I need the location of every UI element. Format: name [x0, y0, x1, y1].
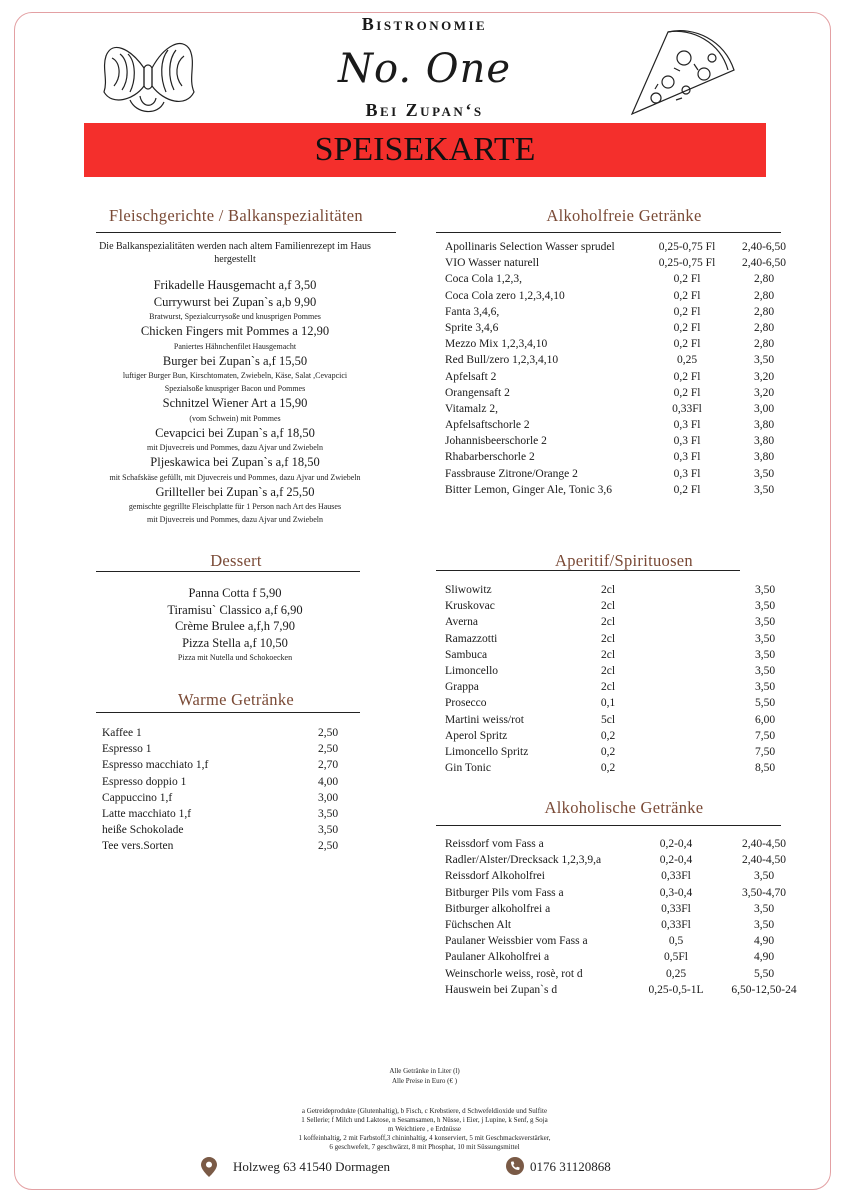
table-row	[445, 616, 805, 632]
item-name: Limoncello Spritz	[445, 745, 529, 758]
item-name: Apfelsaft 2	[445, 370, 497, 383]
item-price: 3,00	[753, 402, 775, 415]
item-name: Vitamalz 2,	[445, 402, 498, 415]
allergen-line: a Getreideprodukte (Glutenhaltig), b Fisch, c Krebstiere, d Schwefeldioxide und Sulfite	[301, 1107, 548, 1115]
table-row	[445, 371, 805, 387]
table-row	[445, 838, 825, 854]
item-price: 2,80	[753, 338, 775, 351]
item-price: 2,80	[753, 305, 775, 318]
item-price: 3,50	[753, 483, 775, 496]
table-row	[445, 681, 805, 697]
table-row	[445, 649, 805, 665]
table-row	[445, 257, 805, 273]
item-price: 2,80	[753, 289, 775, 302]
allergen-line: 1 Sellerie; f Milch und Laktose, n Sesamsamen, h Nüsse, i Eier, j Lupine, k Senf, g Soja	[301, 1116, 548, 1124]
table-row	[445, 290, 805, 306]
item-size: 0,2	[600, 745, 616, 758]
item-price: 7,50	[754, 745, 776, 758]
menu-item: Chicken Fingers mit Pommes a 12,90	[140, 324, 330, 338]
item-size: 0,2 Fl	[673, 289, 701, 302]
table-row	[445, 854, 825, 870]
section-title-alkoholisch: Alkoholische Getränke	[544, 798, 704, 817]
item-name: Fassbrause Zitrone/Orange 2	[445, 467, 578, 480]
item-size: 5cl	[600, 713, 616, 726]
menu-item: Pizza Stella a,f 10,50	[182, 635, 288, 650]
table-row	[445, 935, 825, 951]
table-row	[445, 322, 805, 338]
item-price: 2,40-4,50	[741, 838, 787, 850]
brand-name-bottom: Bei Zupan‘s	[365, 100, 484, 120]
table-row	[445, 241, 805, 257]
item-name: Weinschorle weiss, rosè, rot d	[445, 967, 583, 980]
item-price: 3,50	[754, 632, 776, 645]
item-name: Sliwowitz	[445, 584, 492, 596]
divider	[436, 232, 781, 233]
item-name: Paulaner Weissbier vom Fass a	[445, 935, 588, 948]
table-row	[445, 730, 805, 746]
item-price: 4,90	[753, 951, 775, 964]
item-price: 3,50	[753, 918, 775, 931]
item-size: 0,3 Fl	[673, 419, 701, 432]
item-name: Prosecco	[445, 697, 487, 710]
table-row	[445, 633, 805, 649]
item-name: Averna	[445, 616, 478, 629]
item-name: Apollinaris Selection Wasser sprudel	[445, 241, 615, 253]
item-size: 0,2-0,4	[659, 854, 693, 867]
item-name: Bitburger alkoholfrei a	[445, 902, 551, 915]
item-size: 0,25-0,75 Fl	[658, 257, 716, 270]
menu-item: Panna Cotta f 5,90	[188, 586, 282, 600]
item-name: Radler/Alster/Drecksack 1,2,3,9,a	[445, 854, 602, 867]
item-price: 3,20	[753, 370, 775, 383]
table-row	[102, 840, 362, 856]
item-size: 0,2 Fl	[673, 338, 701, 351]
location-pin-icon	[201, 1157, 217, 1177]
table-row	[445, 306, 805, 322]
item-size: 0,3-0,4	[659, 886, 693, 899]
divider	[96, 571, 360, 572]
item-name: Bitter Lemon, Ginger Ale, Tonic 3,6	[445, 483, 612, 496]
item-size: 0,1	[600, 697, 616, 710]
item-name: Johannisbeerschorle 2	[445, 435, 547, 448]
item-price: 2,40-6,50	[741, 241, 787, 253]
item-name: Coca Cola zero 1,2,3,4,10	[445, 289, 565, 302]
item-price: 3,80	[753, 451, 775, 464]
table-row	[445, 870, 825, 886]
item-price: 8,50	[754, 762, 776, 775]
item-price: 2,40-4,50	[741, 854, 787, 867]
menu-item: Cevapcici bei Zupan`s a,f 18,50	[155, 425, 315, 440]
item-size: 0,33Fl	[672, 402, 702, 415]
table-row	[445, 951, 825, 967]
brand-logo-script: No. One	[337, 46, 512, 92]
item-name: Aperol Spritz	[445, 729, 508, 742]
item-size: 2cl	[600, 681, 616, 694]
item-size: 0,5	[668, 935, 684, 948]
fleisch-list	[60, 277, 410, 526]
warm-drinks-table	[102, 727, 362, 857]
item-price: 7,50	[754, 729, 776, 742]
table-row	[445, 484, 805, 500]
item-name: Mezzo Mix 1,2,3,4,10	[445, 338, 548, 351]
item-price: 3,50	[754, 648, 776, 661]
item-price: 2,80	[753, 321, 775, 334]
menu-item-description: Paniertes Hähnchenfilet Hausgemacht	[173, 341, 297, 351]
item-price: 2,80	[753, 273, 775, 286]
menu-item-description: Bratwurst, Spezialcurrysoße und knusprigen Pommes	[149, 312, 321, 321]
item-size: 0,33Fl	[661, 870, 691, 883]
item-name: Fanta 3,4,6,	[445, 305, 500, 318]
item-size: 0,2 Fl	[673, 386, 701, 399]
divider	[436, 570, 740, 571]
item-name: Cappuccino 1,f	[102, 791, 173, 804]
table-row	[445, 968, 825, 984]
item-price: 3,50	[317, 807, 339, 820]
item-price: 2,50	[317, 743, 339, 756]
item-price: 2,50	[317, 840, 339, 853]
table-row	[445, 665, 805, 681]
item-price: 3,50	[753, 467, 775, 480]
item-price: 3,00	[317, 791, 339, 804]
table-row	[445, 468, 805, 484]
divider	[436, 825, 781, 826]
item-name: Espresso doppio 1	[102, 775, 187, 788]
menu-item-description: luftiger Burger Bun, Kirschtomaten, Zwiebeln, Käse, Salat ,Cevapcici	[122, 371, 348, 380]
item-size: 0,2 Fl	[673, 273, 701, 286]
alcohol-table	[445, 838, 825, 1000]
address: Holzweg 63 41540 Dormagen	[233, 1159, 391, 1174]
table-row	[102, 759, 362, 775]
section-title-alkoholfrei: Alkoholfreie Getränke	[546, 206, 702, 225]
item-name: Red Bull/zero 1,2,3,4,10	[445, 354, 559, 367]
item-size: 0,2 Fl	[673, 321, 701, 334]
item-price: 3,20	[753, 386, 775, 399]
item-size: 0,5Fl	[664, 951, 688, 964]
menu-item: Tiramisu` Classico a,f 6,90	[167, 602, 303, 617]
table-row	[102, 824, 362, 840]
item-price: 3,50-4,70	[741, 886, 787, 899]
fleisch-intro: Die Balkanspezialitäten werden nach altem Familienrezept im Haus hergestellt	[99, 241, 371, 265]
item-name: Reissdorf vom Fass a	[445, 838, 544, 850]
item-name: Kaffee 1	[102, 727, 142, 739]
item-size: 0,2 Fl	[673, 370, 701, 383]
item-price: 3,50	[753, 354, 775, 367]
item-price: 3,50	[754, 681, 776, 694]
item-price: 4,90	[753, 935, 775, 948]
item-name: Sambuca	[445, 648, 488, 661]
item-size: 0,3 Fl	[673, 451, 701, 464]
menu-item: Grillteller bei Zupan`s a,f 25,50	[155, 484, 315, 499]
item-name: Grappa	[445, 681, 479, 694]
menu-item-description: Spezialsoße knuspriger Bacon und Pommes	[164, 384, 306, 393]
item-name: Ramazzotti	[445, 632, 498, 645]
item-price: 3,50	[317, 824, 339, 837]
item-price: 3,50	[754, 600, 776, 613]
table-row	[102, 792, 362, 808]
allergen-line: 1 koffeinhaltig, 2 mit Farbstoff,3 chininhaltig, 4 konserviert, 5 mit Geschmacksverstärker,	[298, 1134, 551, 1142]
menu-item: Schnitzel Wiener Art a 15,90	[162, 396, 308, 410]
page-title-banner: SPEISEKARTE	[84, 123, 766, 177]
item-size: 0,3 Fl	[673, 467, 701, 480]
menu-item-description: mit Djuvecreis und Pommes, dazu Ajvar und Zwiebeln	[147, 515, 323, 524]
table-row	[445, 451, 805, 467]
table-row	[445, 903, 825, 919]
divider	[96, 232, 396, 233]
item-name: Limoncello	[445, 664, 499, 677]
note-euro: Alle Preise in Euro (€ )	[391, 1077, 458, 1085]
item-price: 3,80	[753, 419, 775, 432]
item-price: 4,00	[317, 775, 339, 788]
item-price: 3,50	[754, 584, 776, 596]
section-title-warm: Warme Getränke	[177, 690, 295, 709]
spirits-table	[445, 584, 805, 778]
item-size: 2cl	[600, 616, 616, 629]
item-name: Espresso macchiato 1,f	[102, 759, 209, 772]
softdrinks-table	[445, 241, 805, 500]
menu-item: Pljeskawica bei Zupan`s a,f 18,50	[150, 455, 320, 469]
item-size: 0,2-0,4	[659, 838, 693, 850]
allergen-notes	[0, 1107, 849, 1152]
item-size: 0,2 Fl	[673, 483, 701, 496]
item-price: 2,40-6,50	[741, 257, 787, 270]
item-name: Latte macchiato 1,f	[102, 807, 192, 820]
note-liter: Alle Getränke in Liter (l)	[389, 1067, 460, 1075]
table-row	[445, 338, 805, 354]
table-row	[445, 403, 805, 419]
table-row	[102, 743, 362, 759]
section-title-fleisch: Fleischgerichte / Balkanspezialitäten	[109, 206, 363, 225]
item-size: 0,25	[676, 354, 698, 367]
item-name: Bitburger Pils vom Fass a	[445, 886, 564, 899]
table-row	[445, 600, 805, 616]
item-size: 0,33Fl	[661, 902, 691, 915]
item-name: Hauswein bei Zupan`s d	[445, 983, 558, 996]
menu-item-description: gemischte gegrillte Fleischplatte für 1 Person nach Art des Hauses	[128, 502, 342, 511]
table-row	[445, 584, 805, 600]
item-price: 6,50-12,50-24	[731, 983, 797, 996]
item-name: Paulaner Alkoholfrei a	[445, 951, 550, 964]
item-name: Martini weiss/rot	[445, 713, 524, 726]
table-row	[102, 808, 362, 824]
allergen-line: m Weichtiere , e Erdnüsse	[388, 1125, 461, 1133]
item-name: Rhabarberschorle 2	[445, 451, 535, 464]
table-row	[445, 887, 825, 903]
menu-item: Burger bei Zupan`s a,f 15,50	[162, 353, 308, 368]
item-price: 3,50	[753, 902, 775, 915]
item-name: VIO Wasser naturell	[445, 257, 540, 270]
table-row	[445, 984, 825, 1000]
item-name: Orangensaft 2	[445, 386, 510, 399]
item-size: 0,2	[600, 762, 616, 775]
item-size: 0,25	[665, 967, 687, 980]
table-row	[445, 273, 805, 289]
phone-icon	[506, 1157, 524, 1175]
section-title-dessert: Dessert	[210, 551, 262, 570]
item-size: 2cl	[600, 648, 616, 661]
table-row	[445, 354, 805, 370]
table-row	[445, 697, 805, 713]
item-size: 2cl	[600, 664, 616, 677]
menu-item-description: mit Schafskäse gefüllt, mit Djuvecreis und Pommes, dazu Ajvar und Zwiebeln	[109, 472, 361, 482]
table-row	[445, 746, 805, 762]
table-row	[102, 727, 362, 743]
menu-item-description: (vom Schwein) mit Pommes	[189, 413, 281, 423]
menu-item-description: Pizza mit Nutella und Schokoecken	[177, 653, 293, 662]
table-row	[445, 387, 805, 403]
table-row	[445, 762, 805, 778]
menu-item: Currywurst bei Zupan`s a,b 9,90	[153, 294, 317, 309]
menu-item: Crème Brulee a,f,h 7,90	[174, 619, 296, 633]
item-price: 2,50	[317, 727, 339, 739]
item-size: 0,2	[600, 729, 616, 742]
item-price: 3,50	[754, 616, 776, 629]
brand-name-top: Bistronomie	[361, 14, 488, 34]
table-row	[445, 419, 805, 435]
item-size: 2cl	[600, 600, 616, 613]
menu-item: Frikadelle Hausgemacht a,f 3,50	[153, 278, 317, 292]
table-row	[445, 435, 805, 451]
table-row	[102, 776, 362, 792]
table-row	[445, 919, 825, 935]
item-size: 2cl	[600, 584, 616, 596]
item-name: Tee vers.Sorten	[102, 840, 174, 853]
item-price: 5,50	[754, 697, 776, 710]
item-name: Füchschen Alt	[445, 918, 512, 931]
item-price: 3,50	[754, 664, 776, 677]
item-name: Reissdorf Alkoholfrei	[445, 870, 545, 883]
item-price: 5,50	[753, 967, 775, 980]
item-size: 0,2 Fl	[673, 305, 701, 318]
item-price: 3,80	[753, 435, 775, 448]
divider	[96, 712, 360, 713]
phone-number: 0176 31120868	[530, 1159, 611, 1174]
item-price: 3,50	[753, 870, 775, 883]
dessert-list	[80, 585, 390, 664]
item-size: 0,3 Fl	[673, 435, 701, 448]
item-name: Gin Tonic	[445, 762, 491, 775]
item-price: 2,70	[317, 759, 339, 772]
item-name: Sprite 3,4,6	[445, 321, 499, 334]
item-name: Coca Cola 1,2,3,	[445, 273, 522, 286]
item-size: 0,25-0,5-1L	[648, 983, 704, 996]
menu-item-description: mit Djuvecreis und Pommes, dazu Ajvar und Zwiebeln	[147, 443, 323, 452]
item-name: Apfelsaftschorle 2	[445, 419, 530, 432]
item-size: 0,33Fl	[661, 918, 691, 931]
item-name: heiße Schokolade	[102, 824, 184, 837]
item-price: 6,00	[754, 713, 776, 726]
allergen-line: 6 geschwefelt, 7 geschwärzt, 8 mit Phosphat, 10 mit Süssungsmittel	[329, 1143, 520, 1151]
item-name: Kruskovac	[445, 600, 495, 613]
section-title-aperitif: Aperitif/Spirituosen	[555, 551, 693, 570]
table-row	[445, 714, 805, 730]
item-name: Espresso 1	[102, 743, 152, 756]
item-size: 0,25-0,75 Fl	[658, 241, 716, 253]
item-size: 2cl	[600, 632, 616, 645]
